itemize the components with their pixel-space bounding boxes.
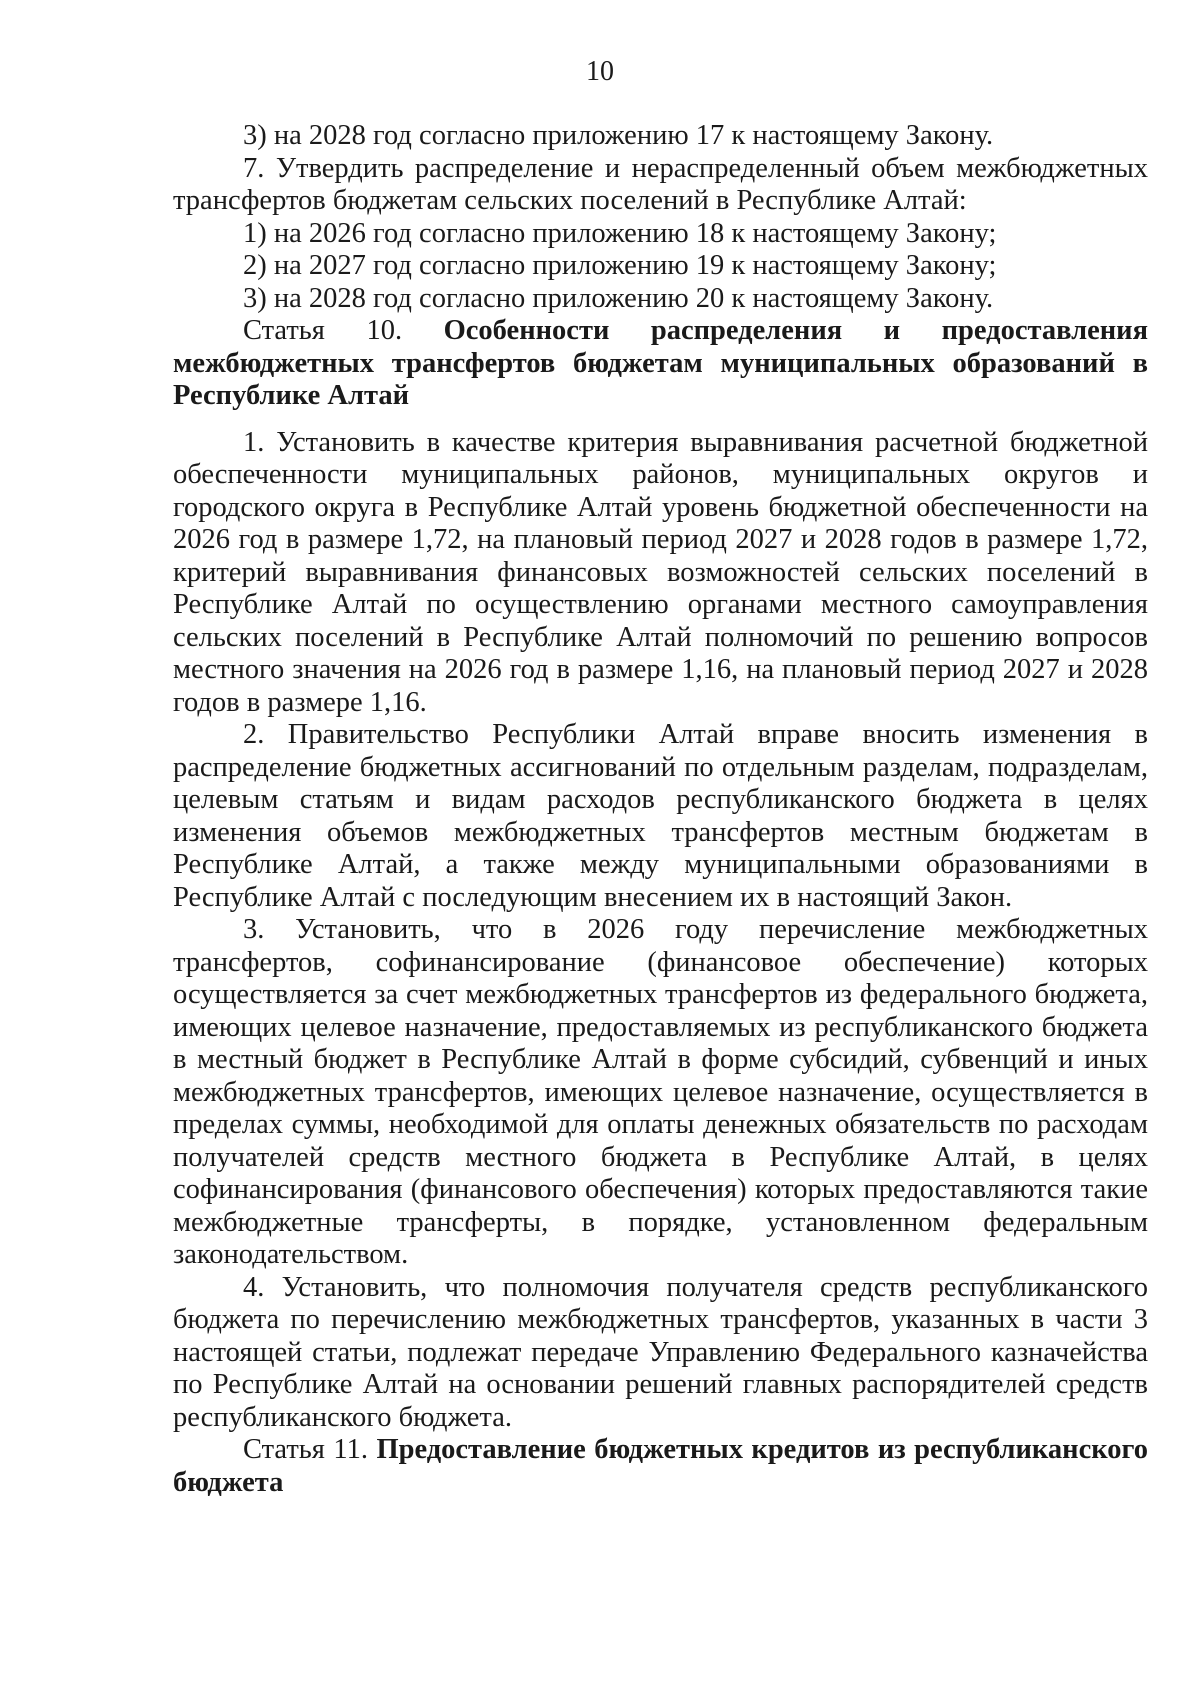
article-10-label: Статья 10. [243,315,403,346]
article-10-heading [173,315,1148,413]
article-10-paragraph-1: 1. Установить в качестве критерия выравнивания расчетной бюджетной обеспеченности муниципальных районов, муниципальных округов и городского округа в Республике Алтай уровень бюджетной обеспеченности на 2026 год в размере 1,72, на плановый период 2027 и 2028 годов в размере 1,72, критерий выравнивания финансовых возможностей сельских поселений в Республике Алтай по осуществлению органами местного самоуправления сельских поселений в Республике Алтай полномочий по решению вопросов местного значения на 2026 год в размере 1,16, на плановый период 2027 и 2028 годов в размере 1,16. [173,426,1148,718]
paragraph-item-7-2: 2) на 2027 год согласно приложению 19 к настоящему Закону; [243,250,997,281]
document-body [173,120,1148,1499]
article-10-title: Особенности распределения и предоставления межбюджетных трансфертов бюджетам муниципальных образований в Республике Алтай [173,315,1149,411]
article-11-label: Статья 11. [243,1434,368,1465]
article-10-paragraph-3: 3. Установить, что в 2026 году перечисление межбюджетных трансфертов, софинансирование (финансовое обеспечение) которых осуществляется за счет межбюджетных трансфертов из федерального бюджета, имеющих целевое назначение, предоставляемых из республиканского бюджета в местный бюджет в Республике Алтай в форме субсидий, субвенций и иных межбюджетных трансфертов, имеющих целевое назначение, осуществляется в пределах суммы, необходимой для оплаты денежных обязательств по расходам получателей средств местного бюджета в Республике Алтай, в целях софинансирования (финансового обеспечения) которых предоставляются такие межбюджетные трансферты, в порядке, установленном федеральным законодательством. [173,914,1148,1270]
paragraph-item-7-3: 3) на 2028 год согласно приложению 20 к настоящему Закону. [243,282,994,314]
paragraph-item-7: 7. Утвердить распределение и нераспределенный объем межбюджетных трансфертов бюджетам сельских поселений в Республике Алтай: [173,152,1148,216]
paragraph-item-7-1: 1) на 2026 год согласно приложению 18 к настоящему Закону; [243,217,997,249]
paragraph-item-6-3: 3) на 2028 год согласно приложению 17 к настоящему Закону. [243,120,994,151]
article-11-heading [173,1434,1148,1499]
article-11-title: Предоставление бюджетных кредитов из республиканского бюджета [173,1434,1148,1498]
article-10-paragraph-2: 2. Правительство Республики Алтай вправе вносить изменения в распределение бюджетных ассигнований по отдельным разделам, подразделам, целевым статьям и видам расходов республиканского бюджета в целях изменения объемов межбюджетных трансфертов местным бюджетам в Республике Алтай, а также между муниципальными образованиями в Республике Алтай с последующим внесением их в настоящий Закон. [173,719,1148,913]
article-10-paragraph-4: 4. Установить, что полномочия получателя средств республиканского бюджета по перечислению межбюджетных трансфертов, указанных в части 3 настоящей статьи, подлежат передаче Управлению Федерального казначейства по Республике Алтай на основании решений главных распорядителей средств республиканского бюджета. [173,1271,1148,1433]
page-number: 10 [586,56,614,87]
